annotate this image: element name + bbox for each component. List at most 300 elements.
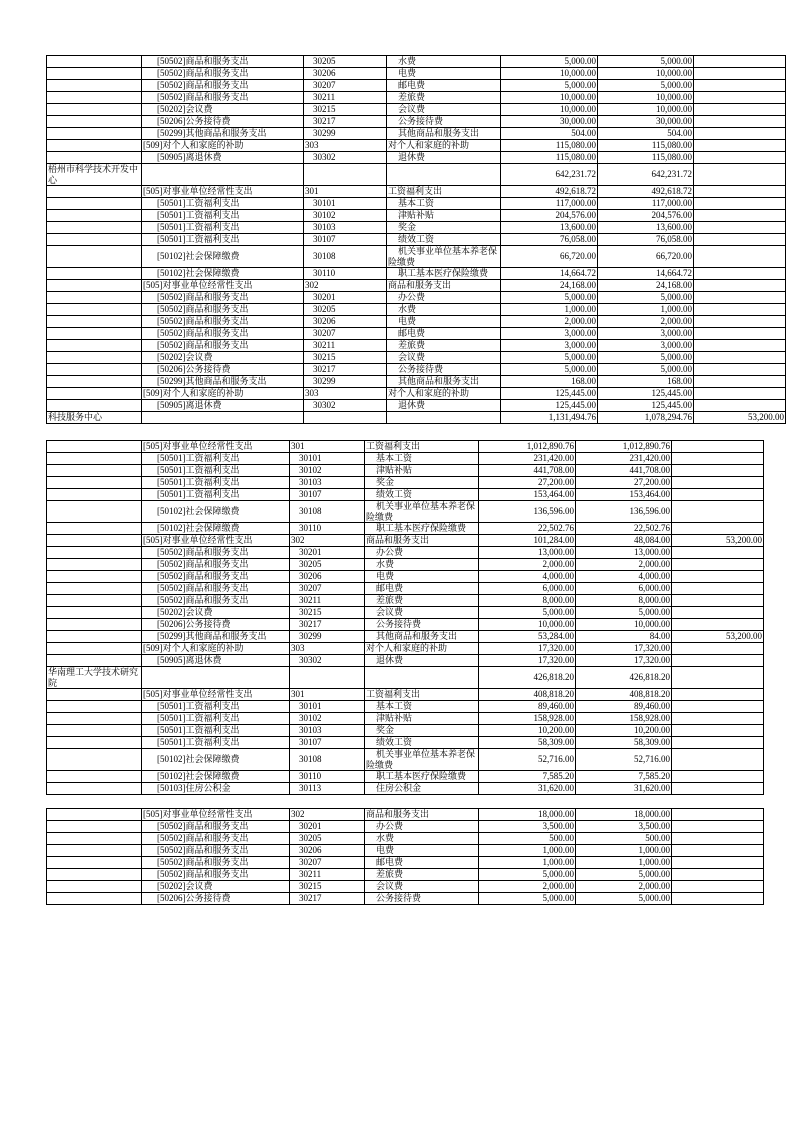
org-name-cell [47,857,142,869]
funding-subject-cell [142,412,304,424]
detail-row [47,352,786,364]
amount-col-2-cell: 8,000.00 [576,595,672,607]
amount-col-2-cell: 5,000.00 [598,364,694,376]
amount-col-2-cell: 115,080.00 [598,152,694,164]
amount-col-1-cell: 426,818.20 [479,667,576,689]
economic-code-cell: 30102 [290,465,365,477]
amount-col-2-cell: 158,928.00 [576,713,672,725]
amount-col-3-cell [672,869,764,881]
org-name-cell [47,364,142,376]
org-name-cell [47,547,142,559]
funding-subject-cell: [50502]商品和服务支出 [142,92,304,104]
amount-col-1-cell: 1,131,494.76 [501,412,598,424]
detail-row [47,376,786,388]
org-name-cell [47,619,142,631]
org-name-cell [47,749,142,771]
amount-col-2-cell: 84.00 [576,631,672,643]
amount-col-1-cell: 5,000.00 [501,292,598,304]
amount-col-1-cell: 24,168.00 [501,280,598,292]
detail-row [47,771,764,783]
org-name-cell [47,523,142,535]
economic-subject-cell: 水费 [387,304,501,316]
funding-subject-cell: [50905]离退休费 [142,152,304,164]
amount-col-2-cell: 5,000.00 [598,56,694,68]
funding-subject-cell: [50502]商品和服务支出 [142,547,290,559]
funding-subject-cell: [50502]商品和服务支出 [142,845,290,857]
amount-col-2-cell: 10,200.00 [576,725,672,737]
amount-col-3-cell [672,441,764,453]
economic-subject-cell: 办公费 [365,547,479,559]
amount-col-2-cell: 27,200.00 [576,477,672,489]
amount-col-2-cell: 5,000.00 [576,869,672,881]
org-name-cell [47,725,142,737]
economic-subject-cell: 津贴补贴 [365,713,479,725]
funding-subject-cell: [50202]会议费 [142,104,304,116]
amount-col-1-cell: 5,000.00 [479,869,576,881]
amount-col-3-cell [694,364,786,376]
economic-subject-cell: 绩效工资 [365,737,479,749]
amount-col-3-cell [672,857,764,869]
org-name-cell [47,268,142,280]
funding-subject-cell: [50206]公务接待费 [142,893,290,905]
amount-col-3-cell [694,186,786,198]
category-row [47,140,786,152]
funding-subject-cell: [50502]商品和服务支出 [142,571,290,583]
amount-col-2-cell: 115,080.00 [598,140,694,152]
amount-col-1-cell: 17,320.00 [479,643,576,655]
detail-row [47,821,764,833]
amount-col-2-cell: 426,818.20 [576,667,672,689]
org-name-cell [47,771,142,783]
economic-subject-cell: 奖金 [365,725,479,737]
amount-col-3-cell [672,771,764,783]
category-row [47,280,786,292]
amount-col-3-cell [672,547,764,559]
economic-subject-cell: 职工基本医疗保险缴费 [365,523,479,535]
detail-row [47,869,764,881]
economic-code-cell: 303 [304,140,387,152]
amount-col-1-cell: 10,000.00 [501,68,598,80]
funding-subject-cell: [50206]公务接待费 [142,364,304,376]
amount-col-3-cell: 53,200.00 [694,412,786,424]
funding-subject-cell: [505]对事业单位经常性支出 [142,280,304,292]
budget-table-2 [46,440,764,795]
amount-col-2-cell: 500.00 [576,833,672,845]
org-name-cell [47,400,142,412]
detail-row [47,477,764,489]
amount-col-3-cell [672,881,764,893]
funding-subject-cell: [50502]商品和服务支出 [142,292,304,304]
economic-code-cell: 30201 [304,292,387,304]
funding-subject-cell [142,164,304,186]
category-row [47,643,764,655]
amount-col-3-cell [694,400,786,412]
amount-col-2-cell: 5,000.00 [598,292,694,304]
org-name-cell [47,186,142,198]
economic-subject-cell: 公务接待费 [387,116,501,128]
org-name-cell [47,92,142,104]
org-name-cell [47,340,142,352]
detail-row [47,304,786,316]
economic-code-cell: 30299 [290,631,365,643]
detail-row [47,68,786,80]
detail-row [47,198,786,210]
funding-subject-cell: [509]对个人和家庭的补助 [142,643,290,655]
org-name-cell [47,821,142,833]
amount-col-1-cell: 10,200.00 [479,725,576,737]
economic-subject-cell: 对个人和家庭的补助 [387,388,501,400]
amount-col-3-cell [694,116,786,128]
amount-col-1-cell: 10,000.00 [501,104,598,116]
economic-code-cell: 30215 [304,104,387,116]
amount-col-1-cell: 5,000.00 [501,56,598,68]
org-name-cell [47,631,142,643]
amount-col-3-cell [672,477,764,489]
economic-subject-cell: 住房公积金 [365,783,479,795]
economic-code-cell: 30101 [304,198,387,210]
economic-code-cell: 303 [304,388,387,400]
detail-row [47,364,786,376]
amount-col-3-cell [672,559,764,571]
detail-row [47,725,764,737]
amount-col-3-cell [672,821,764,833]
economic-code-cell: 302 [290,535,365,547]
detail-row [47,56,786,68]
detail-row [47,128,786,140]
economic-subject-cell: 对个人和家庭的补助 [387,140,501,152]
economic-code-cell: 30108 [304,246,387,268]
amount-col-3-cell [672,523,764,535]
amount-col-1-cell: 136,596.00 [479,501,576,523]
funding-subject-cell: [50501]工资福利支出 [142,725,290,737]
detail-row [47,893,764,905]
org-name-cell [47,234,142,246]
economic-code-cell: 30206 [290,845,365,857]
org-name-cell [47,104,142,116]
org-name-cell [47,607,142,619]
amount-col-3-cell [672,607,764,619]
amount-col-1-cell: 89,460.00 [479,701,576,713]
org-name-cell [47,328,142,340]
amount-col-2-cell: 6,000.00 [576,583,672,595]
economic-code-cell: 30207 [304,328,387,340]
amount-col-3-cell [694,280,786,292]
amount-col-2-cell: 4,000.00 [576,571,672,583]
economic-code-cell: 30215 [290,881,365,893]
funding-subject-cell: [50501]工资福利支出 [142,489,290,501]
amount-col-3-cell: 53,200.00 [672,535,764,547]
detail-row [47,631,764,643]
economic-code-cell: 30217 [290,619,365,631]
org-name-cell [47,881,142,893]
economic-subject-cell [365,667,479,689]
funding-subject-cell: [50501]工资福利支出 [142,465,290,477]
amount-col-2-cell: 642,231.72 [598,164,694,186]
funding-subject-cell: [50502]商品和服务支出 [142,583,290,595]
org-name-cell [47,246,142,268]
detail-row [47,292,786,304]
amount-col-2-cell: 5,000.00 [576,893,672,905]
economic-subject-cell: 会议费 [387,104,501,116]
detail-row [47,152,786,164]
org-name-cell [47,376,142,388]
economic-subject-cell: 电费 [387,316,501,328]
amount-col-3-cell [672,643,764,655]
amount-col-1-cell: 30,000.00 [501,116,598,128]
funding-subject-cell: [50206]公务接待费 [142,619,290,631]
org-name-cell [47,222,142,234]
economic-code-cell: 30102 [304,210,387,222]
amount-col-3-cell [694,316,786,328]
economic-subject-cell: 差旅费 [365,595,479,607]
economic-code-cell: 30302 [290,655,365,667]
funding-subject-cell: [50502]商品和服务支出 [142,857,290,869]
economic-subject-cell: 会议费 [387,352,501,364]
amount-col-2-cell: 204,576.00 [598,210,694,222]
amount-col-1-cell: 13,000.00 [479,547,576,559]
detail-row [47,104,786,116]
org-name-cell [47,316,142,328]
detail-row [47,523,764,535]
funding-subject-cell: [505]对事业单位经常性支出 [142,535,290,547]
org-total-row [47,667,764,689]
detail-row [47,465,764,477]
org-name-cell [47,571,142,583]
amount-col-2-cell: 125,445.00 [598,388,694,400]
economic-code-cell: 30211 [304,92,387,104]
amount-col-3-cell [672,845,764,857]
org-name-cell [47,595,142,607]
amount-col-2-cell: 2,000.00 [576,559,672,571]
amount-col-1-cell: 642,231.72 [501,164,598,186]
economic-code-cell: 303 [290,643,365,655]
detail-row [47,749,764,771]
economic-subject-cell: 其他商品和服务支出 [387,376,501,388]
org-name-cell [47,477,142,489]
amount-col-2-cell: 18,000.00 [576,809,672,821]
org-name-cell [47,845,142,857]
amount-col-3-cell [672,701,764,713]
economic-subject-cell: 津贴补贴 [387,210,501,222]
org-name-cell [47,869,142,881]
org-name-cell [47,453,142,465]
amount-col-1-cell: 492,618.72 [501,186,598,198]
category-row [47,535,764,547]
amount-col-1-cell: 115,080.00 [501,152,598,164]
amount-col-2-cell: 58,309.00 [576,737,672,749]
org-name-cell [47,583,142,595]
org-name-cell [47,198,142,210]
amount-col-2-cell: 17,320.00 [576,655,672,667]
amount-col-2-cell: 76,058.00 [598,234,694,246]
economic-subject-cell: 邮电费 [387,80,501,92]
amount-col-2-cell: 5,000.00 [576,607,672,619]
amount-col-1-cell: 10,000.00 [501,92,598,104]
detail-row [47,607,764,619]
economic-code-cell: 30201 [290,821,365,833]
org-name-cell [47,489,142,501]
amount-col-1-cell: 76,058.00 [501,234,598,246]
funding-subject-cell: [50502]商品和服务支出 [142,68,304,80]
economic-subject-cell: 工资福利支出 [365,689,479,701]
amount-col-1-cell: 18,000.00 [479,809,576,821]
economic-code-cell: 30211 [290,869,365,881]
amount-col-3-cell [694,234,786,246]
org-name-cell [47,304,142,316]
funding-subject-cell: [50102]社会保障缴费 [142,246,304,268]
amount-col-1-cell: 2,000.00 [479,881,576,893]
amount-col-1-cell: 1,000.00 [479,845,576,857]
funding-subject-cell: [50202]会议费 [142,881,290,893]
economic-subject-cell: 退休费 [387,152,501,164]
funding-subject-cell: [50502]商品和服务支出 [142,56,304,68]
amount-col-2-cell: 5,000.00 [598,80,694,92]
amount-col-1-cell: 125,445.00 [501,388,598,400]
economic-subject-cell: 公务接待费 [365,893,479,905]
economic-subject-cell: 办公费 [387,292,501,304]
org-name-cell [47,441,142,453]
budget-table-1 [46,55,786,424]
economic-code-cell: 30103 [304,222,387,234]
funding-subject-cell: [50502]商品和服务支出 [142,316,304,328]
economic-subject-cell: 水费 [387,56,501,68]
amount-col-2-cell: 1,078,294.76 [598,412,694,424]
economic-code-cell: 30217 [304,116,387,128]
amount-col-3-cell [694,104,786,116]
funding-subject-cell: [50202]会议费 [142,352,304,364]
funding-subject-cell: [50502]商品和服务支出 [142,595,290,607]
detail-row [47,547,764,559]
funding-subject-cell: [50905]离退休费 [142,655,290,667]
org-name-cell [47,535,142,547]
funding-subject-cell: [50502]商品和服务支出 [142,833,290,845]
detail-row [47,246,786,268]
amount-col-3-cell [694,68,786,80]
amount-col-3-cell [672,595,764,607]
economic-subject-cell: 对个人和家庭的补助 [365,643,479,655]
economic-code-cell [290,667,365,689]
org-name-cell [47,68,142,80]
amount-col-1-cell: 158,928.00 [479,713,576,725]
economic-code-cell: 30215 [290,607,365,619]
org-name-cell: 科技服务中心 [47,412,142,424]
amount-col-3-cell [672,833,764,845]
amount-col-1-cell: 441,708.00 [479,465,576,477]
economic-subject-cell: 商品和服务支出 [387,280,501,292]
funding-subject-cell: [50501]工资福利支出 [142,737,290,749]
amount-col-2-cell: 408,818.20 [576,689,672,701]
amount-col-1-cell: 2,000.00 [501,316,598,328]
amount-col-1-cell: 66,720.00 [501,246,598,268]
amount-col-2-cell: 10,000.00 [576,619,672,631]
economic-subject-cell: 其他商品和服务支出 [365,631,479,643]
amount-col-3-cell [672,809,764,821]
amount-col-2-cell: 7,585.20 [576,771,672,783]
economic-subject-cell: 商品和服务支出 [365,809,479,821]
org-name-cell [47,292,142,304]
detail-row [47,619,764,631]
amount-col-1-cell: 1,000.00 [479,857,576,869]
economic-subject-cell [387,164,501,186]
amount-col-1-cell: 1,012,890.76 [479,441,576,453]
funding-subject-cell: [50502]商品和服务支出 [142,80,304,92]
amount-col-1-cell: 5,000.00 [479,607,576,619]
detail-row [47,783,764,795]
amount-col-3-cell [672,749,764,771]
amount-col-3-cell [672,689,764,701]
amount-col-1-cell: 2,000.00 [479,559,576,571]
economic-subject-cell: 奖金 [365,477,479,489]
amount-col-3-cell [694,128,786,140]
economic-subject-cell: 商品和服务支出 [365,535,479,547]
amount-col-1-cell: 4,000.00 [479,571,576,583]
amount-col-2-cell: 24,168.00 [598,280,694,292]
amount-col-3-cell [694,152,786,164]
amount-col-3-cell: 53,200.00 [672,631,764,643]
org-name-cell [47,210,142,222]
economic-subject-cell: 公务接待费 [387,364,501,376]
economic-code-cell: 30110 [290,771,365,783]
economic-subject-cell: 机关事业单位基本养老保险缴费 [365,749,479,771]
economic-code-cell: 301 [304,186,387,198]
economic-code-cell: 30103 [290,725,365,737]
amount-col-1-cell: 27,200.00 [479,477,576,489]
economic-subject-cell: 会议费 [365,607,479,619]
detail-row [47,116,786,128]
economic-code-cell: 30206 [290,571,365,583]
amount-col-2-cell: 1,000.00 [576,845,672,857]
amount-col-1-cell: 10,000.00 [479,619,576,631]
funding-subject-cell: [50299]其他商品和服务支出 [142,128,304,140]
amount-col-2-cell: 10,000.00 [598,104,694,116]
economic-subject-cell: 会议费 [365,881,479,893]
funding-subject-cell: [509]对个人和家庭的补助 [142,140,304,152]
org-name-cell [47,116,142,128]
economic-code-cell: 30207 [290,857,365,869]
detail-row [47,737,764,749]
economic-code-cell: 30206 [304,316,387,328]
amount-col-1-cell: 5,000.00 [501,80,598,92]
amount-col-3-cell [694,340,786,352]
economic-subject-cell: 公务接待费 [365,619,479,631]
report-tables [46,55,784,905]
amount-col-3-cell [694,198,786,210]
amount-col-2-cell: 22,502.76 [576,523,672,535]
amount-col-2-cell: 2,000.00 [598,316,694,328]
economic-code-cell: 30217 [304,364,387,376]
org-name-cell [47,809,142,821]
org-name-cell [47,352,142,364]
amount-col-1-cell: 6,000.00 [479,583,576,595]
economic-code-cell: 30299 [304,376,387,388]
amount-col-1-cell: 101,284.00 [479,535,576,547]
economic-code-cell: 30211 [290,595,365,607]
economic-code-cell: 30205 [304,304,387,316]
economic-code-cell: 30299 [304,128,387,140]
economic-subject-cell: 差旅费 [387,340,501,352]
amount-col-3-cell [694,140,786,152]
funding-subject-cell [142,667,290,689]
economic-code-cell [304,164,387,186]
economic-subject-cell: 工资福利支出 [387,186,501,198]
funding-subject-cell: [50102]社会保障缴费 [142,268,304,280]
org-total-row [47,164,786,186]
amount-col-3-cell [672,893,764,905]
org-name-cell [47,56,142,68]
detail-row [47,845,764,857]
amount-col-1-cell: 5,000.00 [501,364,598,376]
funding-subject-cell: [505]对事业单位经常性支出 [142,689,290,701]
